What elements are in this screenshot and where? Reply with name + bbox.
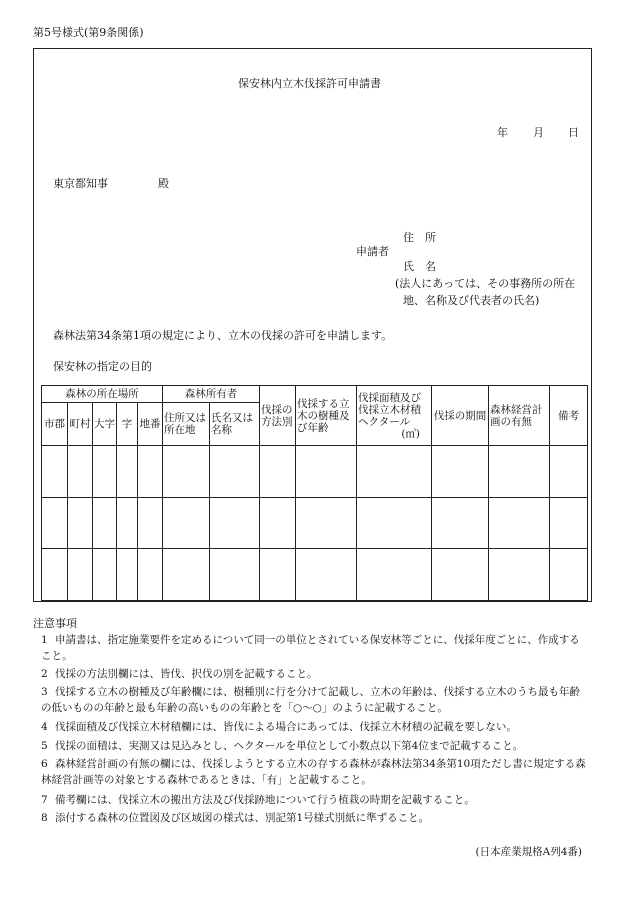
table-cell[interactable] [550, 446, 588, 498]
note-number: 4 [41, 721, 48, 733]
period-header: 伐採の期間 [432, 386, 489, 446]
footer-standard: (日本産業規格A列4番) [475, 846, 582, 858]
date-year: 年 [497, 126, 508, 139]
owner-name-header: 氏名又は名称 [210, 403, 260, 446]
form-number-label: 第5号様式(第9条関係) [33, 26, 144, 39]
area-header [357, 386, 432, 446]
table-cell[interactable] [117, 446, 138, 498]
table-cell[interactable] [93, 497, 117, 549]
note-item [41, 810, 589, 826]
note-text: 備考欄には、伐採立木の搬出方法及び伐採跡地について行う植栽の時期を記載すること。 [55, 794, 475, 806]
note-number: 2 [41, 668, 48, 680]
oaza-header: 大字 [93, 403, 117, 446]
table-cell[interactable] [42, 497, 68, 549]
table-cell[interactable] [68, 446, 93, 498]
applicant-address-label: 住 所 [403, 231, 436, 244]
table-cell[interactable] [210, 497, 260, 549]
note-text: 申請書は、指定施業要件を定めるについて同一の単位とされている保安林等ごとに、伐採年度ごとに、作成すること。 [41, 634, 580, 662]
addressee-name: 東京都知事 [53, 177, 108, 190]
note-item [41, 756, 589, 788]
table-cell[interactable] [550, 549, 588, 601]
area-header-label: 伐採面積及び伐採立木材積ヘクタール [358, 391, 422, 428]
table-cell[interactable] [357, 497, 432, 549]
table-cell[interactable] [432, 549, 489, 601]
table-cell[interactable] [93, 549, 117, 601]
table-cell[interactable] [163, 549, 210, 601]
corporate-note-line1: (法人にあっては、その事務所の所在 [395, 277, 576, 290]
applicant-label: 申請者 [356, 245, 389, 258]
table-cell[interactable] [432, 497, 489, 549]
species-header: 伐採する立木の樹種及び年齢 [296, 386, 357, 446]
table-cell[interactable] [296, 497, 357, 549]
table-cell[interactable] [260, 497, 296, 549]
page-title: 保安林内立木伐採許可申請書 [238, 77, 381, 90]
note-text: 伐採する立木の樹種及び年齢欄には、樹種別に行を分けて記載し、立木の年齢は、伐採する立木のうち最も年齢の低いものの年齢と最も年齢の高いものの年齢とを「○～○」のように記載すること。 [41, 686, 580, 714]
table-row [42, 549, 588, 601]
table-cell[interactable] [296, 549, 357, 601]
aza-header: 字 [117, 403, 138, 446]
table-cell[interactable] [42, 446, 68, 498]
note-text: 森林経営計画の有無の欄には、伐採しようとする立木の存する森林が森林法第34条第10項ただし書に規定する森林経営計画等の対象とする森林であるときは、「有」と記載すること。 [41, 758, 586, 786]
town-header: 町村 [68, 403, 93, 446]
location-group-header: 森林の所在場所 [42, 386, 163, 403]
table-cell[interactable] [117, 549, 138, 601]
corporate-note-line2: 地、名称及び代表者の氏名) [403, 294, 540, 307]
table-cell[interactable] [489, 497, 550, 549]
purpose-label: 保安林の指定の目的 [53, 360, 152, 373]
table-cell[interactable] [489, 549, 550, 601]
application-table [41, 385, 588, 601]
area-unit-label: (㎥) [401, 427, 421, 440]
note-item [41, 666, 589, 682]
table-cell[interactable] [42, 549, 68, 601]
table-cell[interactable] [117, 497, 138, 549]
remarks-header: 備考 [550, 386, 588, 446]
city-header: 市郡 [42, 403, 68, 446]
addressee-honorific: 殿 [158, 177, 169, 190]
table-cell[interactable] [138, 446, 163, 498]
note-number: 7 [41, 794, 48, 806]
owner-group-header: 森林所有者 [163, 386, 260, 403]
method-header: 伐採の方法別 [260, 386, 296, 446]
table-cell[interactable] [68, 497, 93, 549]
table-cell[interactable] [260, 446, 296, 498]
plan-header: 森林経営計画の有無 [489, 386, 550, 446]
table-cell[interactable] [163, 446, 210, 498]
note-number: 6 [41, 758, 48, 770]
table-cell[interactable] [357, 446, 432, 498]
table-cell[interactable] [296, 446, 357, 498]
note-number: 3 [41, 686, 48, 698]
date-day: 日 [568, 126, 579, 139]
table-cell[interactable] [357, 549, 432, 601]
note-item [41, 684, 589, 716]
table-cell[interactable] [260, 549, 296, 601]
table-cell[interactable] [489, 446, 550, 498]
note-text: 伐採の方法別欄には、皆伐、択伐の別を記載すること。 [55, 668, 318, 680]
table-cell[interactable] [163, 497, 210, 549]
date-month: 月 [533, 126, 544, 139]
table-cell[interactable] [138, 549, 163, 601]
owner-address-header: 住所又は所在地 [163, 403, 210, 446]
notes-title: 注意事項 [33, 617, 77, 630]
lot-header: 地番 [138, 403, 163, 446]
note-text: 伐採の面積は、実測又は見込みとし、ヘクタールを単位として小数点以下第4位まで記載すること。 [55, 740, 524, 752]
note-text: 伐採面積及び伐採立木材積欄には、皆伐による場合にあっては、伐採立木材積の記載を要しない。 [55, 721, 517, 733]
note-item [41, 792, 589, 808]
applicant-name-label: 氏 名 [403, 260, 436, 273]
note-number: 8 [41, 812, 48, 824]
note-number: 5 [41, 740, 48, 752]
note-item [41, 632, 589, 664]
note-number: 1 [41, 634, 48, 646]
table-cell[interactable] [210, 446, 260, 498]
table-cell[interactable] [68, 549, 93, 601]
table-row [42, 497, 588, 549]
statement-text: 森林法第34条第1項の規定により、立木の伐採の許可を申請します。 [53, 329, 393, 342]
table-cell[interactable] [138, 497, 163, 549]
table-row [42, 446, 588, 498]
note-item [41, 719, 589, 735]
table-cell[interactable] [210, 549, 260, 601]
table-cell[interactable] [550, 497, 588, 549]
table-cell[interactable] [93, 446, 117, 498]
note-text: 添付する森林の位置図及び区域図の様式は、別記第1号様式別紙に準ずること。 [55, 812, 430, 824]
table-cell[interactable] [432, 446, 489, 498]
note-item [41, 738, 589, 754]
